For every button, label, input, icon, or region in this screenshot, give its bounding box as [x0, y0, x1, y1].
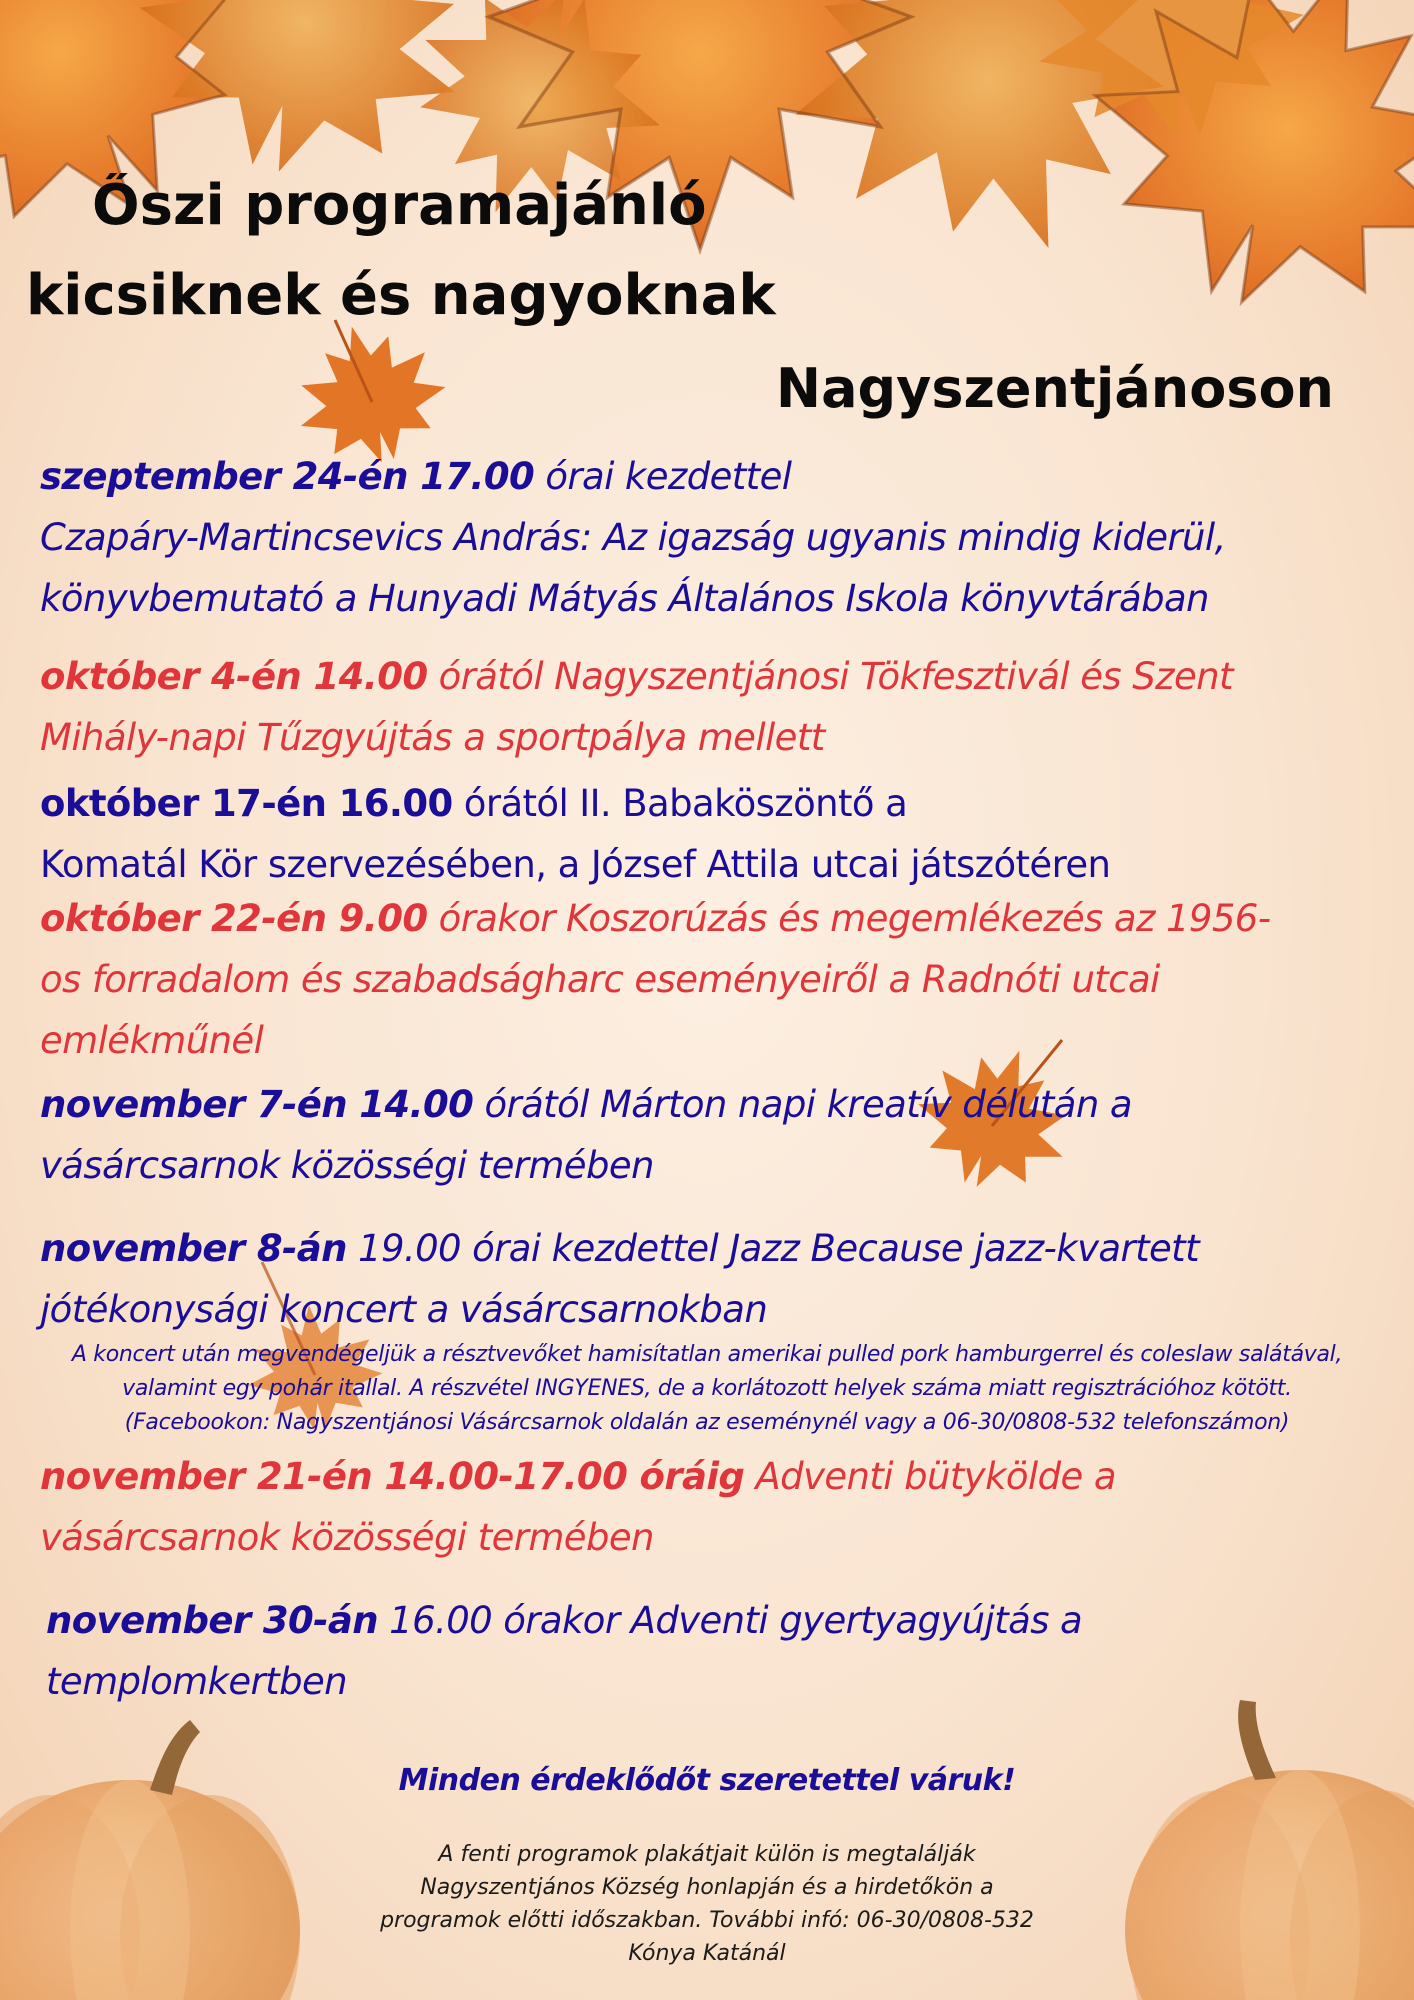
- footer-line: programok előtti időszakban. További infó: 06-30/0808-532: [380, 1908, 1034, 1933]
- event-date: november 21-én 14.00-17.00 óráig: [40, 1455, 745, 1498]
- event-date: október 17-én 16.00: [40, 782, 453, 825]
- event-oct-22: [40, 888, 1380, 1071]
- event-text: könyvbemutató a Hunyadi Mátyás Általános Iskola könyvtárában: [40, 577, 1209, 620]
- event-text: Komatál Kör szervezésében, a József Attila utcai játszótéren: [40, 843, 1111, 886]
- note-line: (Facebookon: Nagyszentjánosi Vásárcsarnok oldalán az eseménynél vagy a 06-30/0808-532 telefonszámon): [124, 1410, 1290, 1435]
- event-text: emlékműnél: [40, 1019, 264, 1062]
- footer-line: A fenti programok plakátjait külön is megtalálják: [438, 1842, 976, 1867]
- event-nov-8: [40, 1218, 1380, 1340]
- event-text: vásárcsarnok közösségi termében: [40, 1144, 654, 1187]
- pumpkin-right: [1125, 1700, 1414, 2000]
- event-oct-17: [40, 773, 1380, 895]
- event-sep-24: [40, 446, 1380, 629]
- pumpkin-left: [0, 1720, 300, 2000]
- event-text: órai kezdettel: [534, 455, 792, 498]
- event-date: szeptember 24-én 17.00: [40, 455, 535, 498]
- concert-note: [20, 1338, 1394, 1440]
- event-text: Czapáry-Martincsevics András: Az igazság ugyanis mindig kiderül,: [40, 516, 1226, 559]
- footer-line: Nagyszentjános Község honlapján és a hirdetőkön a: [420, 1875, 994, 1900]
- event-text: Mihály-napi Tűzgyújtás a sportpálya mellett: [40, 716, 825, 759]
- event-date: október 22-én 9.00: [40, 897, 428, 940]
- event-text: os forradalom és szabadságharc eseményeiről a Radnóti utcai: [40, 958, 1160, 1001]
- event-text: jótékonysági koncert a vásárcsarnokban: [40, 1288, 768, 1331]
- event-text: órától Márton napi kreatív délután a: [473, 1083, 1132, 1126]
- closing-invitation: Minden érdeklődőt szeretettel váruk!: [398, 1763, 1016, 1798]
- note-line: valamint egy pohár itallal. A részvétel INGYENES, de a korlátozott helyek száma miatt regisztrációhoz kötött.: [122, 1376, 1292, 1401]
- event-date: november 8-án: [40, 1227, 347, 1270]
- event-text: órakor Koszorúzás és megemlékezés az 1956-: [427, 897, 1271, 940]
- event-text: órától II. Babaköszöntő a: [452, 782, 908, 825]
- event-text: Adventi bütykölde a: [744, 1455, 1116, 1498]
- event-text: órától Nagyszentjánosi Tökfesztivál és Szent: [427, 655, 1233, 698]
- event-date: november 7-én 14.00: [40, 1083, 474, 1126]
- event-text: templomkertben: [46, 1660, 347, 1703]
- event-text: 19.00 órai kezdettel Jazz Because jazz-kvartett: [346, 1227, 1199, 1270]
- event-date: november 30-án: [46, 1599, 378, 1642]
- event-text: 16.00 órakor Adventi gyertyagyújtás a: [378, 1599, 1083, 1642]
- event-oct-4: [40, 646, 1380, 768]
- event-date: október 4-én 14.00: [40, 655, 428, 698]
- event-text: vásárcsarnok közösségi termében: [40, 1516, 654, 1559]
- note-line: A koncert után megvendégeljük a résztvevőket hamisítatlan amerikai pulled pork hamburgerrel és coleslaw salátával,: [71, 1342, 1343, 1367]
- event-nov-30: [46, 1590, 1386, 1712]
- footer-line: Kónya Katánál: [628, 1941, 786, 1966]
- title-location: Nagyszentjánoson: [775, 357, 1334, 420]
- title-line-2: kicsiknek és nagyoknak: [26, 263, 776, 328]
- event-nov-7: [40, 1074, 1380, 1196]
- event-nov-21: [40, 1446, 1380, 1568]
- title-line-1: Őszi programajánló: [92, 173, 707, 238]
- footer-info: [307, 1838, 1107, 1970]
